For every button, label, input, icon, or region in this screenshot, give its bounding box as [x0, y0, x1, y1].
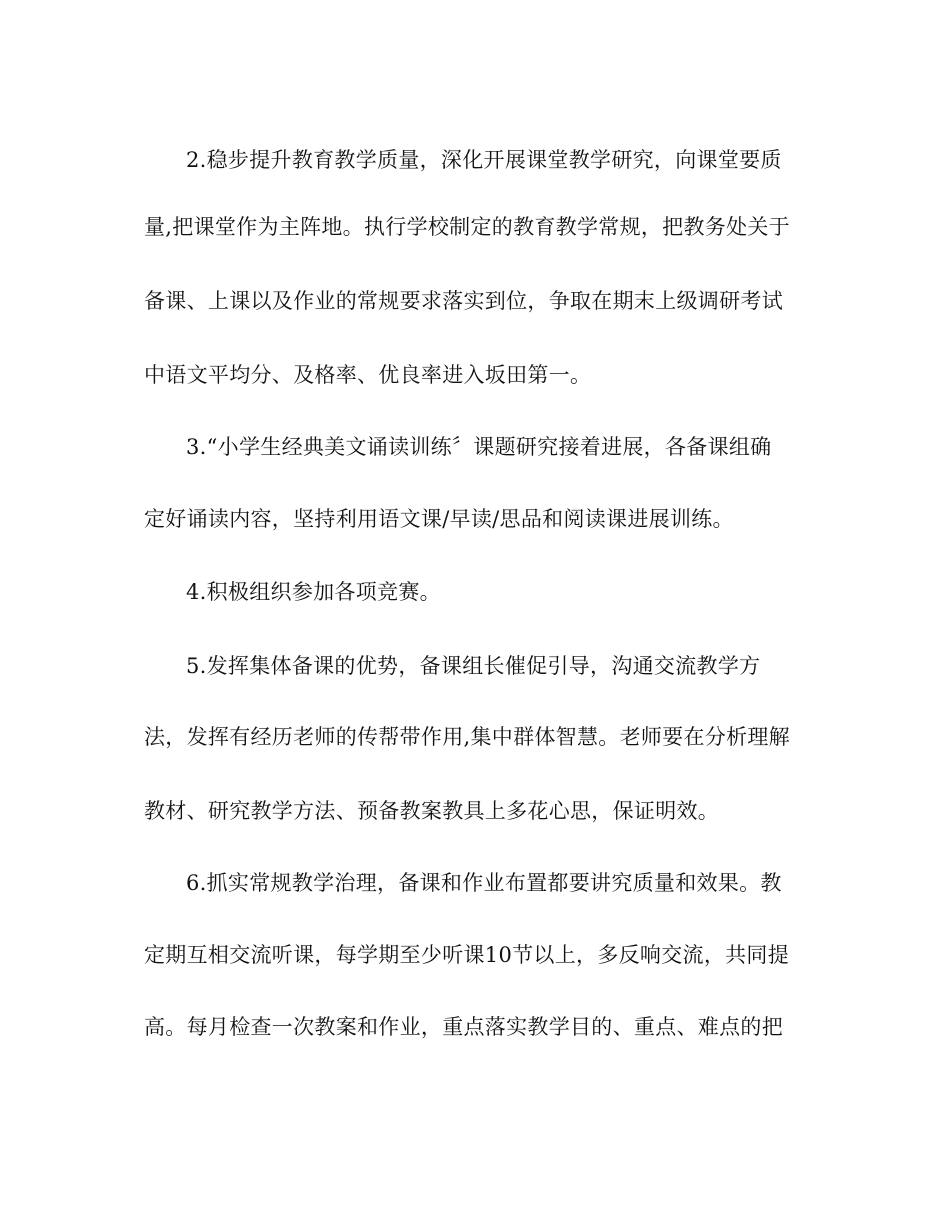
paragraph-2-line-2: 量,把课堂作为主阵地。执行学校制定的教育教学常规，把教务处关于: [144, 215, 790, 239]
paragraph-5-line-1: 5.发挥集体备课的优势，备课组长催促引导，沟通交流教学方: [186, 654, 761, 678]
paragraph-2-line-3: 备课、上课以及作业的常规要求落实到位，争取在期末上级调研考试: [144, 289, 783, 313]
paragraph-5-line-3: 教材、研究教学方法、预备教案教具上多花心思，保证明效。: [144, 799, 720, 823]
paragraph-2-line-4: 中语文平均分、及格率、优良率进入坂田第一。: [144, 363, 592, 387]
paragraph-5-line-2: 法，发挥有经历老师的传帮带作用,集中群体智慧。老师要在分析理解: [144, 725, 790, 749]
paragraph-6-line-3: 高。每月检查一次教案和作业，重点落实教学目的、重点、难点的把: [144, 1015, 783, 1039]
paragraph-3-line-2: 定好诵读内容，坚持利用语文课/早读/思品和阅读课进展训练。: [144, 507, 734, 531]
paragraph-3-line-1: 3.“小学生经典美文诵读训练〞课题研究接着进展，各备课组确: [186, 435, 772, 459]
paragraph-6-line-1: 6.抓实常规教学治理，备课和作业布置都要讲究质量和效果。教: [186, 871, 782, 895]
paragraph-6-line-2: 定期互相交流听课，每学期至少听课10节以上，多反响交流，共同提: [144, 943, 790, 967]
paragraph-4-line-1: 4.积极组织参加各项竞赛。: [186, 580, 441, 604]
paragraph-2-line-1: 2.稳步提升教育教学质量，深化开展课堂教学研究，向课堂要质: [186, 148, 782, 172]
